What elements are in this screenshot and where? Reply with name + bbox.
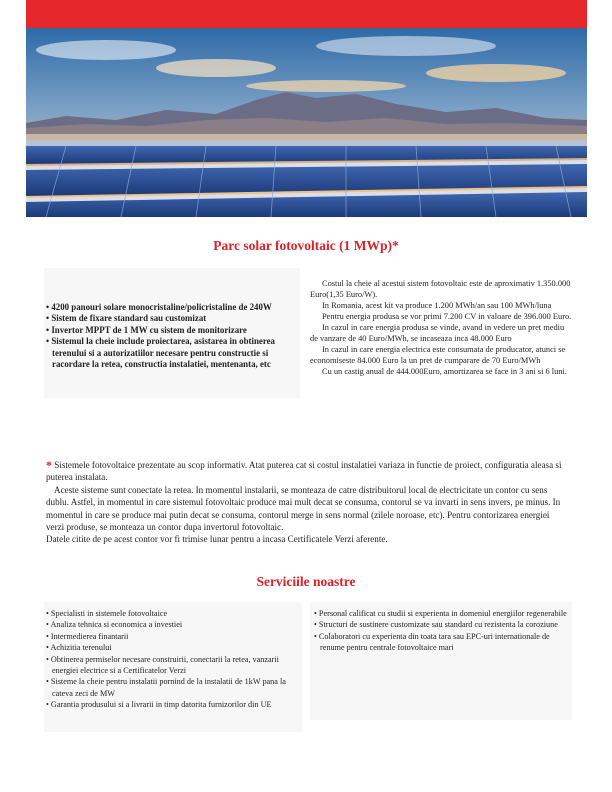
disclaimer-note	[46, 459, 566, 546]
features-list	[46, 302, 304, 370]
list-item: • Sistem de fixare standard sau customizat	[46, 313, 304, 324]
list-item: • 4200 panouri solare monocristaline/policristaline de 240W	[46, 302, 304, 313]
cost-paragraph: Pentru energia produsa se vor primi 7.200 CV in valoare de 396.000 Euro.	[322, 312, 572, 321]
cost-paragraph: Cu un castig anual de 444.000Euro, amortizarea se face in 3 ani si 6 luni.	[322, 367, 567, 376]
list-item: • Colaboratori cu experienta din toata tara sau EPC-uri internationale de renume pentru centrale fotovoltaice mari	[314, 631, 570, 654]
asterisk-marker: *	[46, 458, 52, 472]
list-item: • Garantia produsului si a livrarii in timp datorita furnizorilor din UE	[46, 699, 302, 710]
list-item: • Intermedierea finantarii	[46, 631, 302, 642]
cost-paragraph: In cazul in care energia electrica este consumata de producator, atunci se economiseste 84.000 Euro la un pret de cumparare de 70 Euro/MWh	[310, 345, 566, 365]
note-text: Sistemele fotovoltaice prezentate au scop informativ. Atat puterea cat si costul instalatiei variaza in functie de proiect, configuratia aleasa si puterea instalata.	[46, 460, 562, 483]
list-item: • Structuri de sustinere customizate sau standard cu rezistenta la coroziune	[314, 619, 570, 630]
page-title: Parc solar fotovoltaic (1 MWp)*	[213, 238, 399, 253]
cost-description	[310, 278, 572, 377]
cost-paragraph: In cazul in care energia produsa se vinde, avand in vedere un pret mediu de vanzare de 40 Euro/MWh, se incaseaza inca 48.000 Euro	[310, 323, 565, 343]
hero-solar-panels-image	[26, 28, 587, 217]
list-item: • Invertor MPPT de 1 MW cu sistem de monitorizare	[46, 325, 304, 336]
solar-landscape-illustration	[26, 28, 587, 217]
list-item: • Specialisti in sistemele fotovoltaice	[46, 608, 302, 619]
list-item: • Sistemul la cheie include proiectarea, asistarea in obtinerea terenului si a autorizatiilor necesare pentru constructie si racordare la retea, constructia instalatiei, mentenanta, etc	[46, 336, 304, 370]
list-item: • Personal calificat cu studii si experienta in domeniul energiilor regenerabile	[314, 608, 570, 619]
services-list-left	[46, 608, 302, 711]
list-item: • Obtinerea permiselor necesare construirii, conectarii la retea, vanzarii energiei electrice si a Certificatelor Verzi	[46, 654, 302, 677]
note-paragraph: Aceste sisteme sunt conectate la retea. In momentul instalarii, se monteaza de catre distribuitorul local de electricitate un contor cu sens dublu. Astfel, in momentul in care sistemul fotovoltaic produce mai mult decat se consuma, contorul se va invarti in sens invers, pe minus. In momentul in care se produce mai putin decat se consuma, contorul merge in sens normal (zilele noroase, etc). Pentru contorizarea energiei verzi produse, se monteaza un contor dupa invertorul fotovoltaic.	[46, 484, 561, 533]
services-list-right	[314, 608, 570, 654]
note-paragraph: Datele citite de pe acest contor vor fi trimise lunar pentru a incasa Certificatele Verzi aferente.	[46, 534, 388, 545]
list-item: • Achizitia terenului	[46, 642, 302, 653]
list-item: • Analiza tehnica si economica a investiei	[46, 619, 302, 630]
list-item: • Sisteme la cheie pentru instalatii pornind de la instalatii de 1kW pana la cateva zeci de MW	[46, 676, 302, 699]
cost-paragraph: Costul la cheie al acestui sistem fotovoltaic este de aproximativ 1.350.000 Euro(1,35 Euro/W).	[310, 279, 571, 299]
cost-paragraph: In Romania, acest kit va produce 1.200 MWh/an sau 100 MWh/luna	[322, 301, 552, 310]
services-heading: Serviciile noastre	[256, 574, 356, 589]
top-red-bar	[26, 0, 587, 28]
note-paragraph	[46, 459, 566, 484]
